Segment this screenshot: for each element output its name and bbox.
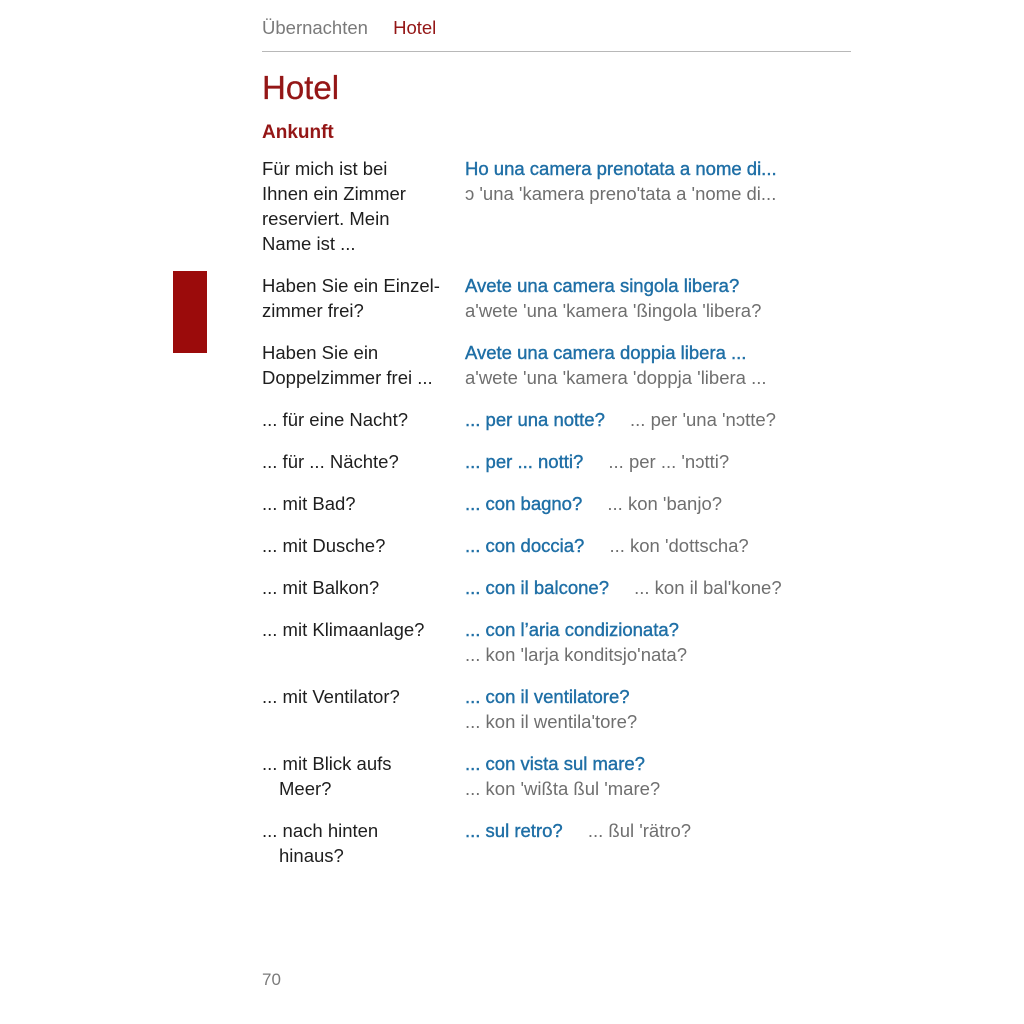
italian-translation [465,684,851,734]
german-phrase [262,818,465,868]
german-phrase-line: ... mit Klimaanlage? [262,619,425,640]
german-phrase-line: Für mich ist bei [262,158,388,179]
pronunciation-guide: ɔ 'una 'kamera preno'tata a 'nome di... [465,183,777,204]
chapter-thumb-tab [173,271,207,353]
italian-translation [465,340,851,390]
phrase-entry [262,818,851,868]
pronunciation-guide: ... ßul 'rätro? [587,820,692,841]
german-phrase-line: ... mit Dusche? [262,535,386,556]
italian-translation [465,751,851,801]
italian-translation [465,617,851,667]
phrase-entry [262,407,851,432]
italian-phrase: Avete una camera doppia libera ... [465,342,747,363]
german-phrase [262,156,465,256]
italian-translation [465,533,851,558]
phrase-entry [262,684,851,734]
phrase-entry [262,751,851,801]
german-phrase [262,751,465,801]
page-title: Hotel [262,69,340,106]
italian-phrase: ... con il balcone? [465,577,609,598]
german-phrase-line: ... mit Ventilator? [262,686,400,707]
german-phrase-line: reserviert. Mein [262,208,390,229]
italian-phrase: ... con bagno? [465,493,583,514]
pronunciation-guide: ... kon 'larja konditsjo'nata? [465,644,687,665]
german-phrase [262,617,465,667]
italian-phrase: ... per una notte? [465,409,605,430]
italian-phrase: Ho una camera prenotata a nome di... [465,158,777,179]
phrase-entry [262,340,851,390]
italian-translation [465,449,851,474]
german-phrase [262,684,465,734]
german-phrase-line: ... nach hinten [262,820,379,841]
phrase-entry [262,617,851,667]
italian-translation [465,491,851,516]
german-phrase [262,340,465,390]
section-heading: Ankunft [262,122,334,143]
phrase-entry [262,533,851,558]
phrase-list [262,156,851,885]
page-number: 70 [262,970,281,989]
german-phrase [262,449,465,474]
phrase-entry [262,491,851,516]
running-header [262,16,436,40]
pronunciation-guide: ... kon il wentila'tore? [465,711,638,732]
pronunciation-guide: ... kon 'dottscha? [609,535,749,556]
german-phrase-line: ... für ... Nächte? [262,451,399,472]
running-header-section: Übernachten [262,17,368,38]
german-phrase-line: Meer? [279,778,332,799]
running-header-chapter: Hotel [393,17,437,38]
phrase-entry [262,449,851,474]
italian-phrase: ... per ... notti? [465,451,584,472]
german-phrase-line: zimmer frei? [262,300,364,321]
pronunciation-guide: ... kon 'wißta ßul 'mare? [465,778,661,799]
pronunciation-guide: ... kon il bal'kone? [634,577,782,598]
pronunciation-guide: a'wete 'una 'kamera 'ßingola 'libera? [465,300,762,321]
german-phrase [262,273,465,323]
italian-translation [465,156,851,256]
pronunciation-guide: ... kon 'banjo? [607,493,723,514]
german-phrase-line: Haben Sie ein Einzel- [262,275,440,296]
phrase-entry [262,575,851,600]
german-phrase [262,533,465,558]
header-rule [262,51,851,52]
italian-phrase: ... con vista sul mare? [465,753,645,774]
german-phrase-line: Name ist ... [262,233,356,254]
german-phrase-line: ... mit Balkon? [262,577,380,598]
german-phrase-line: Doppelzimmer frei ... [262,367,433,388]
italian-phrase: ... con il ventilatore? [465,686,630,707]
pronunciation-guide: a'wete 'una 'kamera 'doppja 'libera ... [465,367,767,388]
german-phrase-line: Haben Sie ein [262,342,379,363]
german-phrase [262,491,465,516]
italian-phrase: ... sul retro? [465,820,563,841]
italian-translation [465,818,851,868]
german-phrase-line: ... mit Blick aufs [262,753,392,774]
italian-phrase: ... con l’aria condizionata? [465,619,679,640]
german-phrase-line: ... für eine Nacht? [262,409,409,430]
pronunciation-guide: ... per 'una 'nɔtte? [630,409,776,430]
german-phrase-line: hinaus? [279,845,344,866]
italian-phrase: ... con doccia? [465,535,585,556]
italian-translation [465,575,851,600]
phrase-entry [262,156,851,256]
pronunciation-guide: ... per ... 'nɔtti? [608,451,730,472]
german-phrase [262,407,465,432]
italian-translation [465,273,851,323]
german-phrase-line: Ihnen ein Zimmer [262,183,406,204]
phrase-entry [262,273,851,323]
italian-translation [465,407,851,432]
german-phrase [262,575,465,600]
italian-phrase: Avete una camera singola libera? [465,275,740,296]
german-phrase-line: ... mit Bad? [262,493,356,514]
